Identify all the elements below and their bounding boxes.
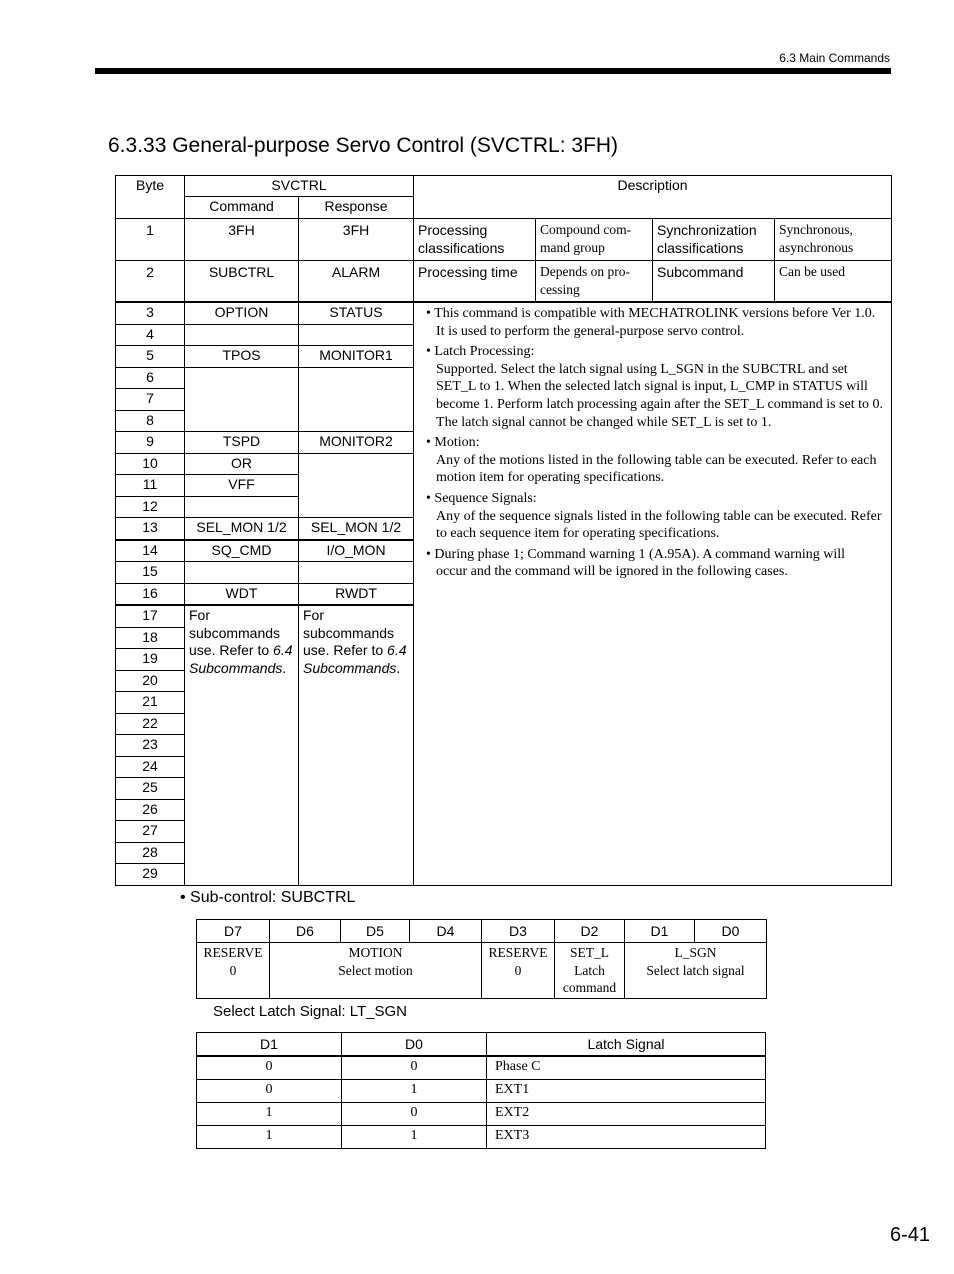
byte-cell: 27 (116, 821, 185, 843)
command-cell: TPOS (185, 346, 299, 368)
table-row (116, 261, 892, 303)
table-row (197, 1056, 766, 1080)
running-header: 6.3 Main Commands (779, 51, 890, 65)
command-cell: TSPD (185, 432, 299, 454)
bit-header-d6: D6 (270, 920, 341, 943)
command-cell (185, 496, 299, 518)
header-rule (95, 68, 891, 74)
latch-d1-cell: 1 (197, 1103, 342, 1126)
bit-header-d0: D0 (695, 920, 767, 943)
byte-cell: 7 (116, 389, 185, 411)
byte-cell: 1 (116, 219, 185, 261)
processing-class-label: Processing classifications (414, 219, 536, 261)
processing-time-label: Processing time (414, 261, 536, 303)
latch-signal-table (196, 1032, 766, 1149)
desc-bullet: • During phase 1; Command warning 1 (A.95A). A command warning will occur and the command will be ignored in the following cases. (426, 546, 846, 580)
latch-d0-cell: 0 (342, 1103, 487, 1126)
table-row (116, 219, 892, 261)
response-cell: I/O_MON (299, 540, 414, 562)
col-command-header: Command (185, 197, 299, 219)
byte-cell: 22 (116, 713, 185, 735)
byte-cell: 19 (116, 649, 185, 671)
response-cell: RWDT (299, 583, 414, 605)
byte-cell: 12 (116, 496, 185, 518)
latch-d0-cell: 0 (342, 1056, 487, 1080)
latch-signal-cell: EXT1 (487, 1080, 766, 1103)
response-cell: MONITOR2 (299, 432, 414, 454)
command-cell: SQ_CMD (185, 540, 299, 562)
latch-d0-cell: 1 (342, 1126, 487, 1149)
byte-cell: 16 (116, 583, 185, 605)
byte-cell: 8 (116, 410, 185, 432)
command-cell (185, 367, 299, 432)
svctrl-table-wrap (115, 175, 891, 882)
subctrl-heading: • Sub-control: SUBCTRL (180, 889, 356, 906)
latch-signal-heading: Select Latch Signal: LT_SGN (213, 1003, 407, 1020)
subcommand-value: Can be used (775, 261, 892, 303)
command-cell (185, 562, 299, 584)
byte-cell: 28 (116, 842, 185, 864)
latch-d1-cell: 1 (197, 1126, 342, 1149)
command-cell: VFF (185, 475, 299, 497)
latch-header-d0: D0 (342, 1033, 487, 1057)
table-row (197, 1103, 766, 1126)
reserve-d7-cell: RESERVE 0 (197, 943, 270, 999)
reserve-d3-cell: RESERVE 0 (482, 943, 555, 999)
byte-cell: 26 (116, 799, 185, 821)
command-cell: OPTION (185, 302, 299, 324)
sync-class-label: Synchronization classifications (653, 219, 775, 261)
byte-cell: 21 (116, 692, 185, 714)
command-cell: 3FH (185, 219, 299, 261)
byte-cell: 20 (116, 670, 185, 692)
col-svctrl-header: SVCTRL (185, 176, 414, 197)
latch-d1-cell: 0 (197, 1080, 342, 1103)
description-body (414, 302, 892, 885)
byte-cell: 17 (116, 605, 185, 627)
set-l-cell: SET_L Latch command (555, 943, 625, 999)
subcommands-ref: 6.4 Subcommands (303, 642, 407, 676)
desc-bullet: • Motion: Any of the motions listed in the following table can be executed. Refer to each motion item for operating specifications. (426, 435, 877, 486)
col-byte-header: Byte (116, 176, 185, 219)
bit-header-d4: D4 (410, 920, 482, 943)
command-cell (185, 324, 299, 346)
table-row (116, 302, 892, 324)
subctrl-bit-table (196, 919, 767, 999)
byte-cell: 15 (116, 562, 185, 584)
response-cell (299, 324, 414, 346)
byte-cell: 11 (116, 475, 185, 497)
byte-cell: 23 (116, 735, 185, 757)
motion-cell: MOTION Select motion (270, 943, 482, 999)
latch-header-d1: D1 (197, 1033, 342, 1057)
bit-header-d3: D3 (482, 920, 555, 943)
response-subcommand-note: For subcommands use. Refer to 6.4 Subcommands. (299, 605, 414, 885)
byte-cell: 2 (116, 261, 185, 303)
l-sgn-cell: L_SGN Select latch signal (625, 943, 767, 999)
bit-header-d1: D1 (625, 920, 695, 943)
byte-cell: 9 (116, 432, 185, 454)
byte-cell: 6 (116, 367, 185, 389)
processing-class-value: Compound com-mand group (536, 219, 653, 261)
response-cell (299, 562, 414, 584)
processing-time-value: Depends on pro-cessing (536, 261, 653, 303)
desc-bullet: • This command is compatible with MECHATROLINK versions before Ver 1.0. It is used to perform the general-purpose servo control. (426, 306, 876, 339)
command-cell: OR (185, 453, 299, 475)
page-number: 6-41 (889, 1224, 930, 1246)
byte-cell: 14 (116, 540, 185, 562)
byte-cell: 3 (116, 302, 185, 324)
col-description-header: Description (414, 176, 892, 219)
byte-cell: 4 (116, 324, 185, 346)
command-cell: WDT (185, 583, 299, 605)
byte-cell: 25 (116, 778, 185, 800)
response-cell: MONITOR1 (299, 346, 414, 368)
byte-cell: 24 (116, 756, 185, 778)
byte-cell: 10 (116, 453, 185, 475)
section-title: 6.3.33 General-purpose Servo Control (SVCTRL: 3FH) (108, 134, 619, 157)
bit-header-d2: D2 (555, 920, 625, 943)
bit-header-d5: D5 (341, 920, 410, 943)
byte-cell: 13 (116, 518, 185, 540)
command-subcommand-note: For subcommands use. Refer to 6.4 Subcommands. (185, 605, 299, 885)
byte-cell: 5 (116, 346, 185, 368)
response-cell: ALARM (299, 261, 414, 303)
subcommand-label: Subcommand (653, 261, 775, 303)
response-cell: SEL_MON 1/2 (299, 518, 414, 540)
command-cell: SEL_MON 1/2 (185, 518, 299, 540)
latch-signal-cell: Phase C (487, 1056, 766, 1080)
svctrl-table (115, 175, 892, 886)
latch-d0-cell: 1 (342, 1080, 487, 1103)
sync-class-value: Synchronous, asynchronous (775, 219, 892, 261)
desc-bullet: • Latch Processing: Supported. Select the latch signal using L_SGN in the SUBCTRL and set SET_L to 1. When the selected latch signal is input, L_CMP in STATUS will become 1. Perform latch processing again after the SET_L command is set to 0. The latch signal cannot be changed while SET_L is set to 1. (426, 344, 883, 430)
command-cell: SUBCTRL (185, 261, 299, 303)
response-cell: STATUS (299, 302, 414, 324)
latch-signal-cell: EXT2 (487, 1103, 766, 1126)
response-cell (299, 367, 414, 432)
table-row (197, 1080, 766, 1103)
latch-header-signal: Latch Signal (487, 1033, 766, 1057)
desc-bullet: • Sequence Signals: Any of the sequence signals listed in the following table can be executed. Refer to each sequence item for operating specifications. (426, 490, 882, 542)
col-response-header: Response (299, 197, 414, 219)
table-row (197, 1126, 766, 1149)
subcommands-ref: 6.4 Subcommands (189, 642, 293, 676)
response-cell (299, 453, 414, 518)
bit-header-d7: D7 (197, 920, 270, 943)
byte-cell: 29 (116, 864, 185, 886)
byte-cell: 18 (116, 627, 185, 649)
response-cell: 3FH (299, 219, 414, 261)
latch-d1-cell: 0 (197, 1056, 342, 1080)
latch-signal-cell: EXT3 (487, 1126, 766, 1149)
